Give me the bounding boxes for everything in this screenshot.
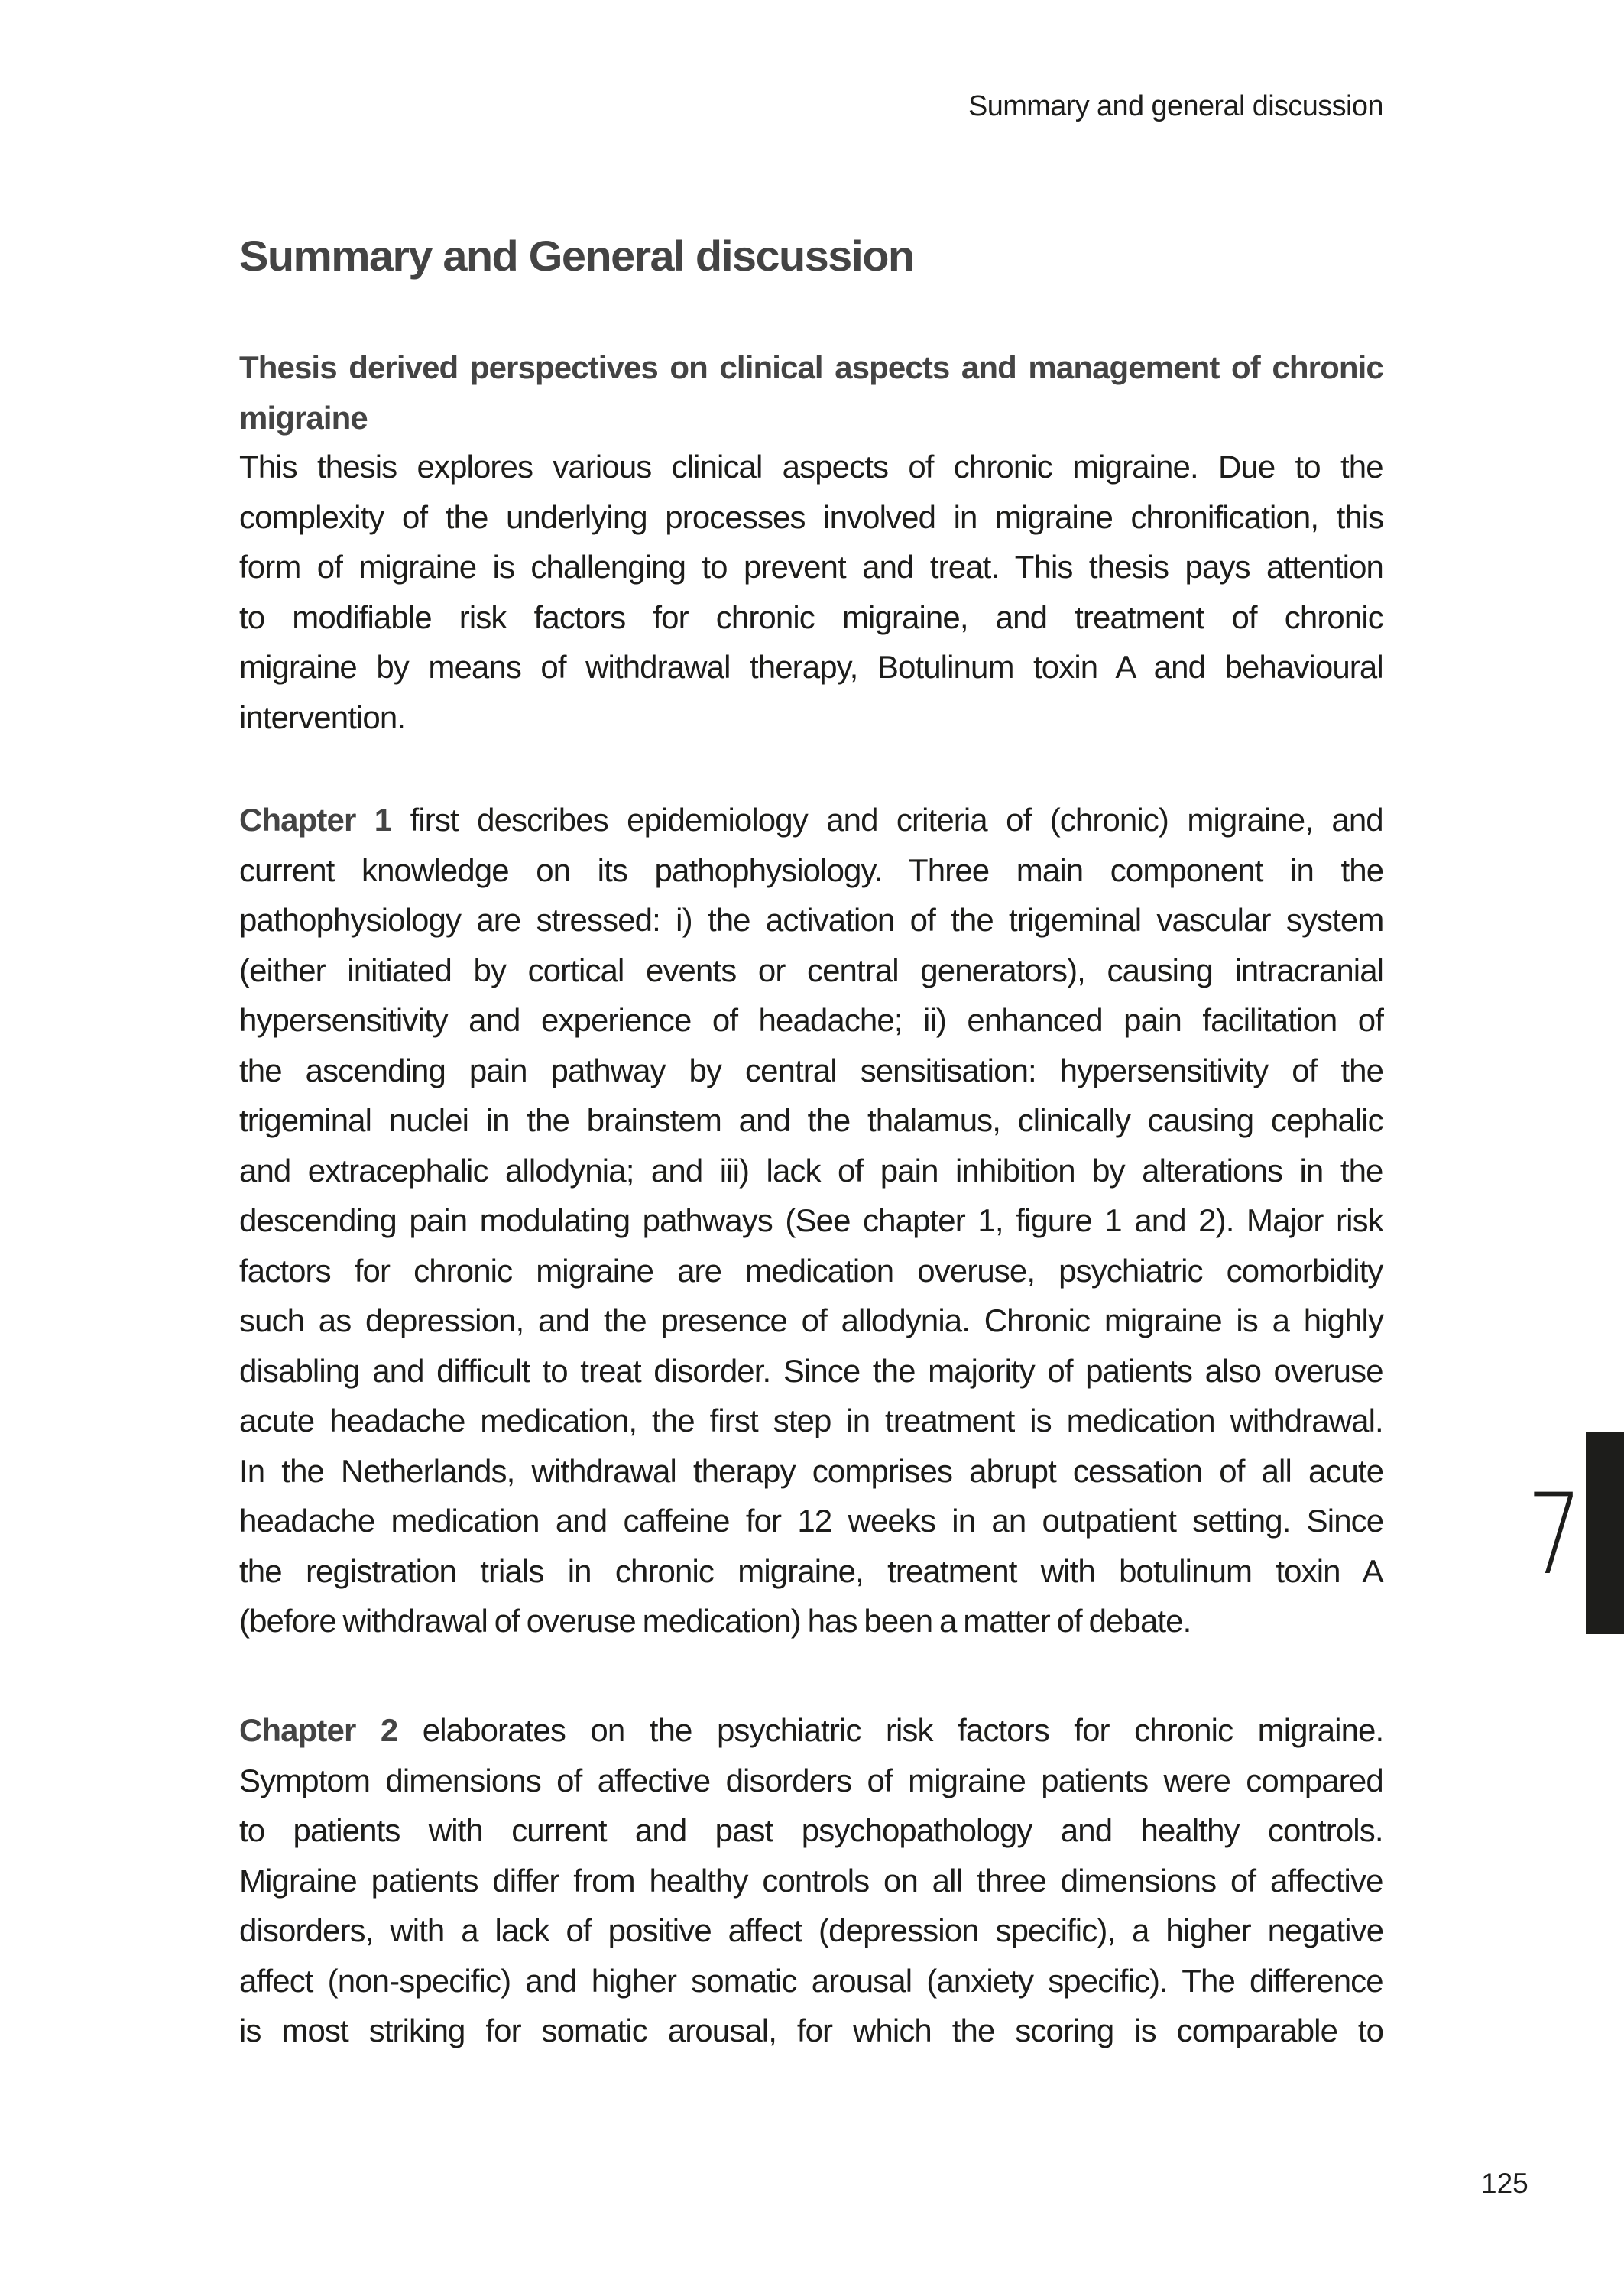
text-line: disabling and difficult to treat disorder. Since the majority of patients also overuse: [239, 1352, 1383, 1389]
section-subheading: [239, 342, 1383, 443]
text-line: to patients with current and past psychopathology and healthy controls.: [239, 1812, 1383, 1848]
running-header: Summary and general discussion: [968, 90, 1383, 122]
paragraph-intro: [239, 442, 1383, 742]
text-line: current knowledge on its pathophysiology. Three main component in the: [239, 851, 1384, 888]
text-span: first describes epidemiology and criteria of (chronic) migraine, and: [391, 802, 1383, 838]
text-line: migraine by means of withdrawal therapy, Botulinum toxin A and behavioural: [239, 649, 1383, 685]
text-line: pathophysiology are stressed: i) the activation of the trigeminal vascular system: [239, 902, 1384, 938]
text-line: descending pain modulating pathways (See chapter 1, figure 1 and 2). Major risk: [239, 1202, 1383, 1238]
text-line: (either initiated by cortical events or central generators), causing intracranial: [239, 952, 1384, 988]
text-line: [239, 1705, 1383, 1756]
text-line: Symptom dimensions of affective disorders of migraine patients were compared: [239, 1762, 1383, 1798]
paragraph-chapter-1: [239, 795, 1383, 1646]
text-line: trigeminal nuclei in the brainstem and the thalamus, clinically causing cephalic: [239, 1102, 1383, 1138]
text-line: headache medication and caffeine for 12 weeks in an outpatient setting. Since: [239, 1503, 1384, 1539]
text-line: factors for chronic migraine are medication overuse, psychiatric comorbidity: [239, 1252, 1383, 1289]
text-line: (before withdrawal of overuse medication) has been a matter of debate.: [239, 1603, 1191, 1639]
subheading-line: Thesis derived perspectives on clinical aspects and management of chronic: [239, 349, 1383, 385]
text-line: [239, 795, 1383, 845]
text-line: and extracephalic allodynia; and iii) lack of pain inhibition by alterations in the: [239, 1152, 1383, 1189]
chapter-1-label: Chapter 1: [239, 802, 392, 838]
text-line: form of migraine is challenging to prevent and treat. This thesis pays attention: [239, 549, 1384, 585]
text-span: elaborates on the psychiatric risk factors for chronic migraine.: [397, 1712, 1384, 1748]
text-line: to modifiable risk factors for chronic migraine, and treatment of chronic: [239, 598, 1383, 635]
text-line: such as depression, and the presence of allodynia. Chronic migraine is a highly: [239, 1302, 1384, 1338]
chapter-thumb-tab: [1586, 1432, 1624, 1634]
chapter-2-label: Chapter 2: [239, 1712, 398, 1748]
page-number: 125: [1481, 2168, 1528, 2199]
text-line: the registration trials in chronic migraine, treatment with botulinum toxin A: [239, 1552, 1383, 1589]
text-line: hypersensitivity and experience of headache; ii) enhanced pain facilitation of: [239, 1002, 1384, 1038]
text-line: disorders, with a lack of positive affect (depression specific), a higher negative: [239, 1912, 1384, 1948]
text-line: is most striking for somatic arousal, for which the scoring is comparable to: [239, 2012, 1384, 2048]
text-line: This thesis explores various clinical aspects of chronic migraine. Due to the: [239, 449, 1383, 485]
text-line: the ascending pain pathway by central sensitisation: hypersensitivity of the: [239, 1052, 1384, 1088]
text-line: complexity of the underlying processes involved in migraine chronification, this: [239, 498, 1384, 535]
chapter-number: 7: [1527, 1470, 1583, 1600]
text-line: Migraine patients differ from healthy controls on all three dimensions of affective: [239, 1862, 1383, 1899]
text-line: affect (non-specific) and higher somatic arousal (anxiety specific). The difference: [239, 1962, 1383, 1999]
text-line: intervention.: [239, 699, 406, 735]
paragraph-chapter-2: [239, 1705, 1383, 2056]
text-line: acute headache medication, the first step in treatment is medication withdrawal.: [239, 1403, 1383, 1438]
page-title: Summary and General discussion: [239, 232, 914, 280]
text-line: In the Netherlands, withdrawal therapy comprises abrupt cessation of all acute: [239, 1452, 1384, 1489]
subheading-line: migraine: [239, 399, 368, 436]
